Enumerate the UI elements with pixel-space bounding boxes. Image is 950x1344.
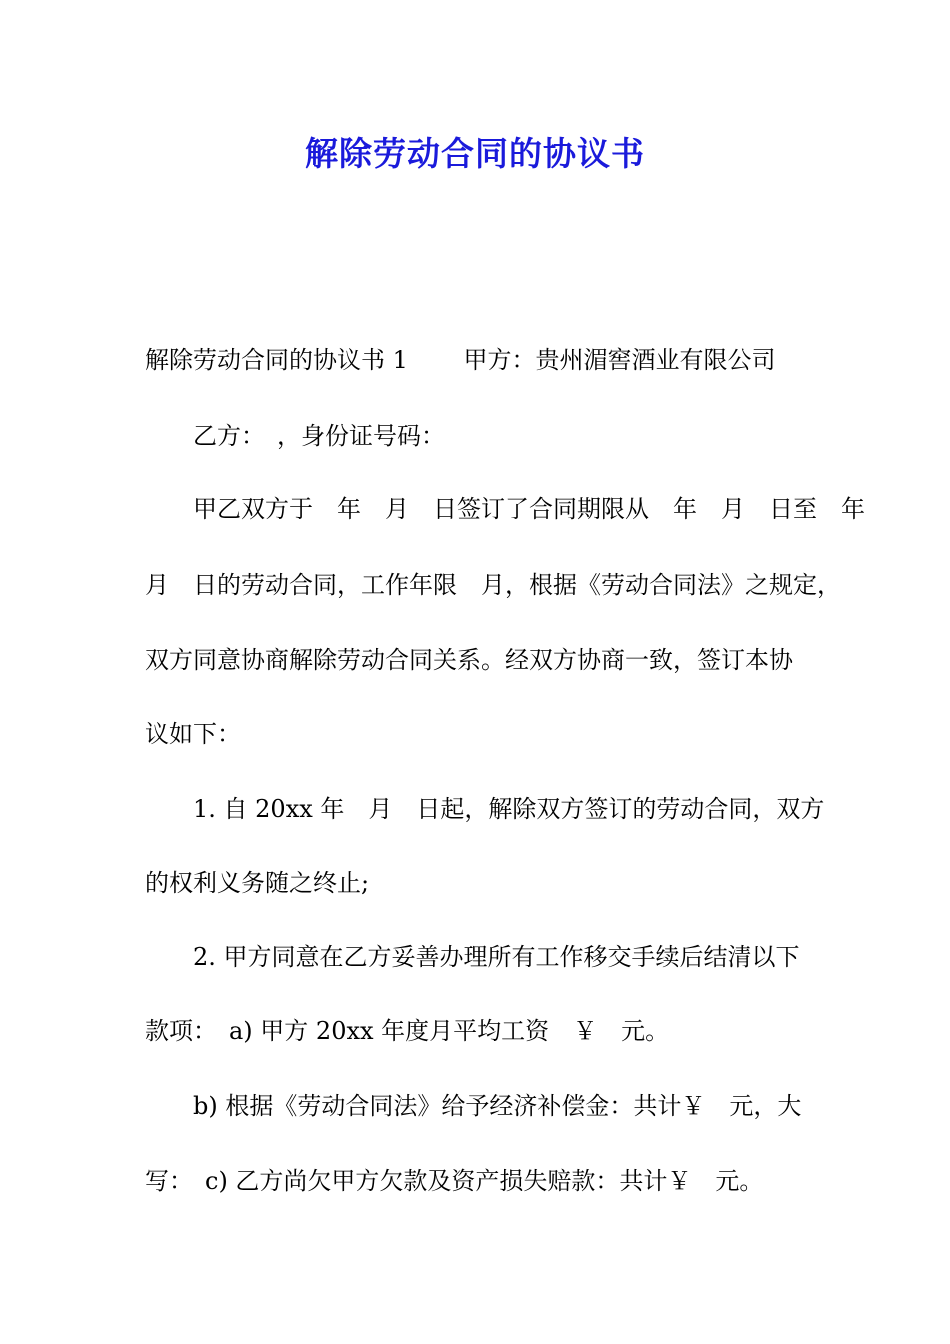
paragraph-line-9: 2. 甲方同意在乙方妥善办理所有工作移交手续后结清以下 (145, 943, 800, 971)
paragraph-line-4: 月 日的劳动合同，工作年限 月，根据《劳动合同法》之规定， (145, 571, 841, 599)
paragraph-line-10: 款项： a) 甲方 20xx 年度月平均工资 ￥ 元。 (145, 1017, 670, 1045)
paragraph-line-2: 乙方： ，身份证号码： (145, 422, 445, 450)
paragraph-line-6: 议如下： (145, 720, 241, 748)
document-title: 解除劳动合同的协议书 (305, 134, 645, 173)
paragraph-line-7: 1. 自 20xx 年 月 日起，解除双方签订的劳动合同，双方 (145, 795, 825, 823)
paragraph-line-3: 甲乙双方于 年 月 日签订了合同期限从 年 月 日至 年 (145, 495, 865, 523)
paragraph-line-11: b) 根据《劳动合同法》给予经济补偿金：共计￥ 元，大 (145, 1092, 802, 1120)
paragraph-line-1: 解除劳动合同的协议书 1 甲方：贵州湄窖酒业有限公司 (145, 346, 776, 374)
paragraph-line-5: 双方同意协商解除劳动合同关系。经双方协商一致，签订本协 (145, 646, 793, 674)
paragraph-line-8: 的权利义务随之终止; (145, 869, 370, 897)
paragraph-line-12: 写： c) 乙方尚欠甲方欠款及资产损失赔款：共计￥ 元。 (145, 1167, 764, 1195)
